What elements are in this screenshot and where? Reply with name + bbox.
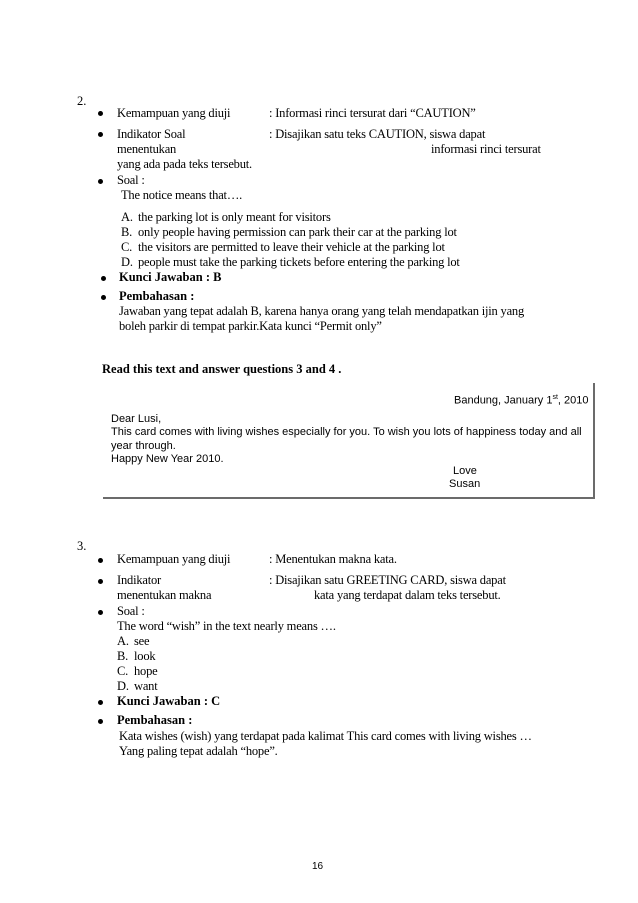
q3-kemampuan-value: : Menentukan makna kata.: [269, 552, 397, 566]
q3-option-d-letter: D.: [117, 679, 129, 693]
card-closing: Love: [453, 465, 477, 477]
q3-soal-label: Soal :: [117, 604, 145, 618]
bullet-icon: [98, 558, 103, 563]
bullet-icon: [101, 276, 106, 281]
q2-kunci-jawaban: Kunci Jawaban : B: [119, 270, 222, 284]
card-greeting: Dear Lusi,: [111, 413, 162, 425]
q2-indikator-value: : Disajikan satu teks CAUTION, siswa dapat: [269, 127, 486, 141]
bullet-icon: [98, 610, 103, 615]
card-body-line2: year through.: [111, 440, 176, 452]
card-date: [454, 390, 589, 409]
q2-option-c-text: the visitors are permitted to leave their vehicle at the parking lot: [138, 240, 445, 254]
q3-option-c-text: hope: [134, 664, 158, 678]
bullet-icon: [98, 700, 103, 705]
bullet-icon: [98, 179, 103, 184]
q3-indikator-cont-right: kata yang terdapat dalam teks tersebut.: [314, 588, 501, 602]
q2-option-c-letter: C.: [121, 240, 133, 254]
q2-option-d-letter: D.: [121, 255, 133, 269]
question-3-number: 3.: [77, 539, 87, 553]
q3-option-b-letter: B.: [117, 649, 129, 663]
q2-option-a-letter: A.: [121, 210, 133, 224]
q2-option-d-text: people must take the parking tickets before entering the parking lot: [138, 255, 460, 269]
q3-option-b-text: look: [134, 649, 156, 663]
q3-indikator-value: : Disajikan satu GREETING CARD, siswa dapat: [269, 573, 506, 587]
bullet-icon: [98, 111, 103, 116]
q2-soal-label: Soal :: [117, 173, 145, 187]
bullet-icon: [98, 579, 103, 584]
q3-pembahasan-line1: Kata wishes (wish) yang terdapat pada kalimat This card comes with living wishes …: [119, 729, 532, 743]
q2-kemampuan-value: : Informasi rinci tersurat dari “CAUTION”: [269, 106, 476, 120]
bullet-icon: [98, 132, 103, 137]
q2-pembahasan-line1: Jawaban yang tepat adalah B, karena hanya orang yang telah mendapatkan ijin yang: [119, 304, 525, 318]
q3-indikator-label: Indikator: [117, 573, 162, 587]
q3-kunci-jawaban: Kunci Jawaban : C: [117, 694, 221, 708]
q2-indikator-label: Indikator Soal: [117, 127, 186, 141]
q3-question: The word “wish” in the text nearly means ….: [117, 619, 336, 633]
card-date-suffix: , 2010: [557, 394, 589, 407]
q3-kemampuan-label: Kemampuan yang diuji: [117, 552, 231, 566]
q2-question: The notice means that….: [121, 188, 243, 202]
card-date-prefix: Bandung, January 1: [454, 394, 553, 407]
q3-option-c-letter: C.: [117, 664, 129, 678]
q2-pembahasan-line2: boleh parkir di tempat parkir.Kata kunci “Permit only”: [119, 319, 382, 333]
q2-kemampuan-label: Kemampuan yang diuji: [117, 106, 231, 120]
bullet-icon: [101, 295, 106, 300]
q2-option-b-letter: B.: [121, 225, 133, 239]
q3-option-a-text: see: [134, 634, 150, 648]
q2-pembahasan-label: Pembahasan :: [119, 289, 195, 303]
card-signature: Susan: [449, 478, 481, 490]
q2-indikator-cont-left: menentukan: [117, 142, 177, 156]
q3-option-d-text: want: [134, 679, 158, 693]
bullet-icon: [98, 719, 103, 724]
question-2-number: 2.: [77, 94, 87, 108]
card-body-line1: This card comes with living wishes especially for you. To wish you lots of happiness today and all: [111, 426, 582, 438]
card-body-line3: Happy New Year 2010.: [111, 453, 224, 465]
q2-indikator-cont-right: informasi rinci tersurat: [431, 142, 541, 156]
read-instruction: Read this text and answer questions 3 and 4 .: [102, 362, 342, 376]
card-date-sup: st: [552, 394, 558, 401]
q3-pembahasan-line2: Yang paling tepat adalah “hope”.: [119, 744, 278, 758]
q3-option-a-letter: A.: [117, 634, 129, 648]
q2-option-a-text: the parking lot is only meant for visitors: [138, 210, 331, 224]
q2-indikator-cont2: yang ada pada teks tersebut.: [117, 157, 252, 171]
q3-pembahasan-label: Pembahasan :: [117, 713, 193, 727]
q2-option-b-text: only people having permission can park their car at the parking lot: [138, 225, 457, 239]
page-number: 16: [312, 861, 324, 872]
q3-indikator-cont-left: menentukan makna: [117, 588, 212, 602]
